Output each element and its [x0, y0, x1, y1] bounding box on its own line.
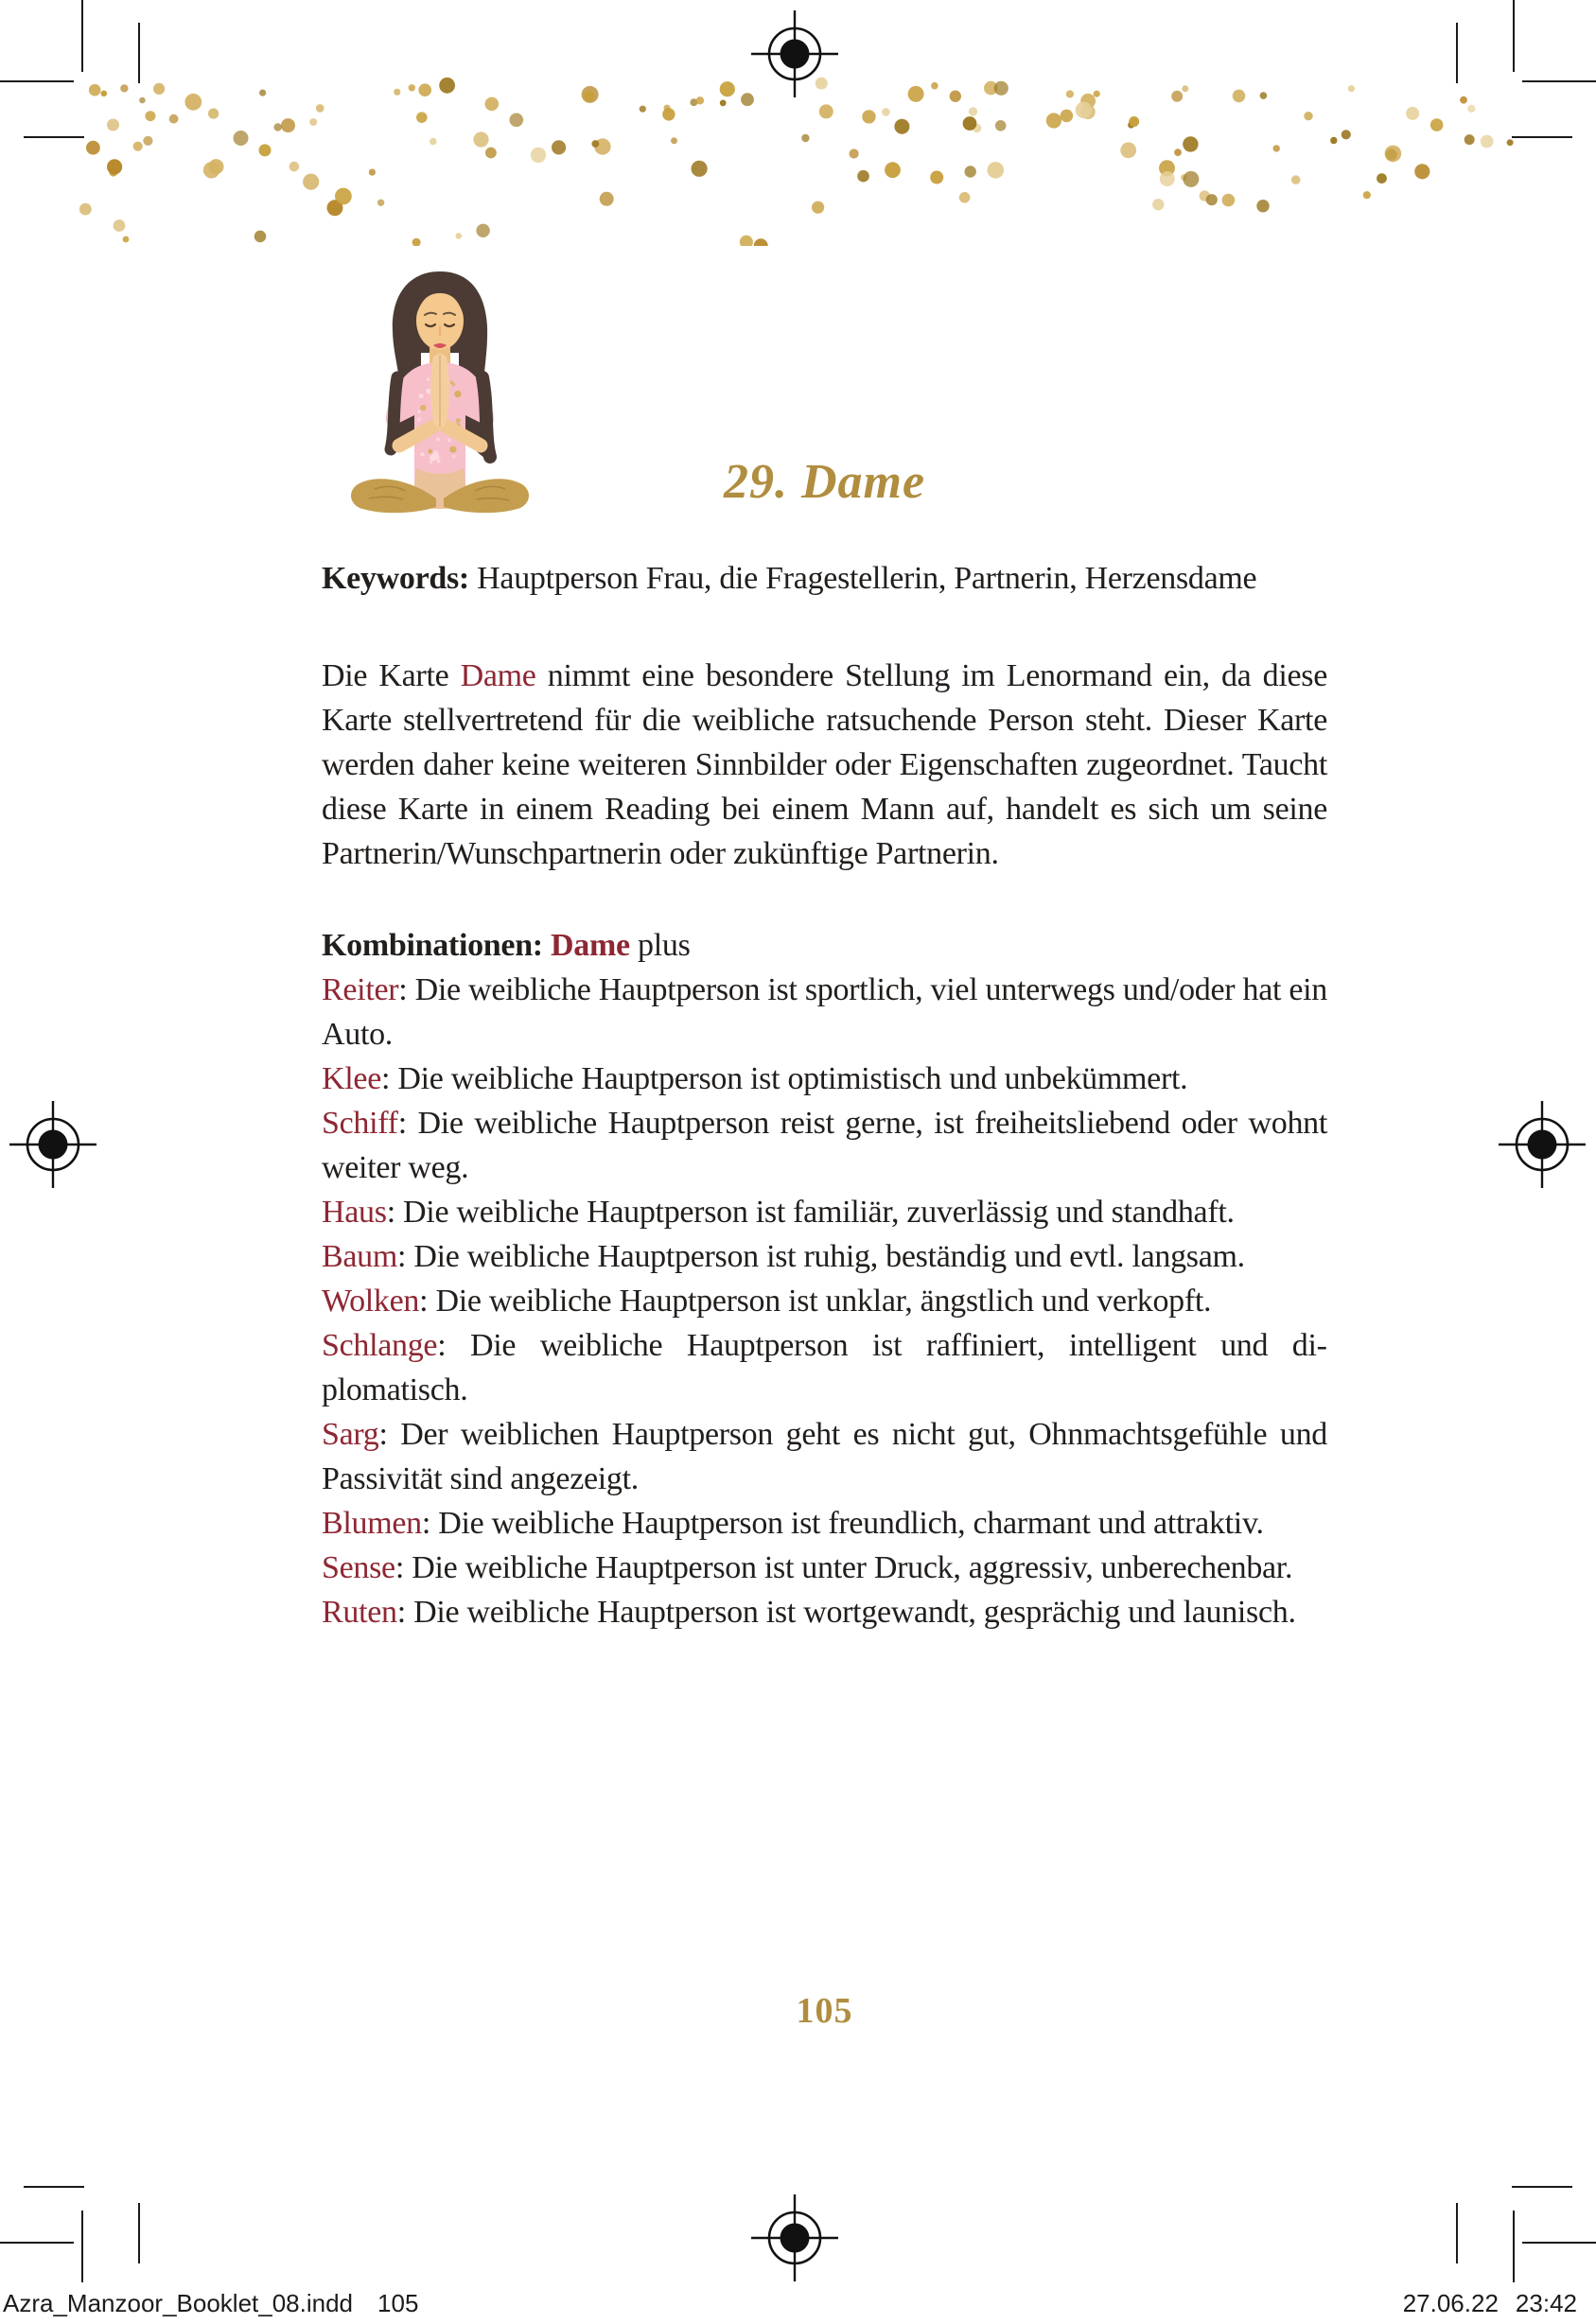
combinations-suffix: plus	[638, 928, 691, 963]
crop-mark	[1513, 0, 1515, 72]
keywords-text: Hauptperson Frau, die Fragestellerin, Partnerin, Herzensdame	[477, 561, 1257, 596]
crop-mark	[1513, 2210, 1515, 2282]
intro-before: Die Karte	[322, 658, 449, 693]
combination-term: Sense	[322, 1550, 395, 1585]
combination-term: Wolken	[322, 1284, 420, 1319]
combination-item	[322, 1101, 1327, 1190]
crop-mark	[0, 80, 74, 82]
crop-mark	[24, 2186, 84, 2188]
footer-date: 27.06.22	[1402, 2289, 1499, 2317]
separator: :	[380, 1061, 398, 1096]
separator: :	[378, 1417, 401, 1452]
page-number: 105	[796, 1991, 853, 2031]
combination-term: Schiff	[322, 1106, 398, 1141]
footer-time: 23:42	[1515, 2289, 1577, 2317]
separator: :	[397, 1239, 414, 1274]
hair-lock-left	[391, 377, 397, 449]
combination-term: Baum	[322, 1239, 398, 1274]
combinations-heading	[322, 923, 1327, 968]
page-title: 29. Dame	[723, 455, 926, 509]
combination-item	[322, 1323, 1327, 1412]
footer-file-name: Azra_Manzoor_Booklet_08.indd	[3, 2289, 354, 2317]
crop-mark	[138, 2203, 140, 2263]
combinations-card: Dame	[551, 928, 630, 963]
combination-item	[322, 1546, 1327, 1590]
keywords-paragraph	[322, 556, 1327, 601]
intro-paragraph	[322, 654, 1327, 876]
combination-term: Schlange	[322, 1328, 438, 1363]
separator: :	[397, 1106, 418, 1141]
registration-mark-right	[1497, 1099, 1587, 1190]
combination-text: Die weibliche Hauptperson ist freundlich, charmant und attraktiv.	[438, 1506, 1264, 1541]
combination-item	[322, 1412, 1327, 1501]
combination-text: Die weibliche Hauptperson ist ruhig, beständig und evtl. langsam.	[413, 1239, 1245, 1274]
combination-term: Klee	[322, 1061, 381, 1096]
crop-mark	[1456, 2203, 1458, 2263]
gold-glitter-band	[71, 76, 1525, 246]
combination-item	[322, 968, 1327, 1057]
separator: :	[396, 1595, 414, 1630]
combination-text: Die weibliche Hauptperson reist gerne, ist freiheitsliebend oder wohnt weiter weg.	[322, 1106, 1327, 1185]
footer-slug-right	[1403, 2289, 1577, 2318]
combination-term: Reiter	[322, 972, 399, 1007]
separator: :	[419, 1284, 436, 1319]
combination-text: Die weibliche Hauptperson ist unklar, ängstlich und verkopft.	[435, 1284, 1212, 1319]
page-content	[322, 556, 1327, 1634]
crop-mark	[1512, 2186, 1572, 2188]
combination-text: Die weibliche Hauptperson ist raffiniert, intelligent und diplomatisch.	[322, 1328, 1327, 1407]
combinations-label: Kombinationen:	[322, 928, 543, 963]
crop-mark	[1522, 80, 1596, 82]
intro-after: nimmt eine besondere Stellung im Lenormand ein, da diese Karte stellvertretend für die weibliche ratsuchende Person steht. Dieser Karte werden daher keine weiteren Sinnbilder oder Eigenschaften zugeordnet. Taucht diese Karte in einem Reading bei einem Mann auf, handelt es sich um seine Partnerin/Wunschpartnerin oder zukünftige Partnerin.	[322, 658, 1327, 871]
separator: :	[421, 1506, 439, 1541]
combination-term: Blumen	[322, 1506, 422, 1541]
crop-mark	[1456, 23, 1458, 83]
combination-text: Die weibliche Hauptperson ist sportlich, viel unterwegs und/oder hat ein Auto.	[322, 972, 1327, 1052]
combination-term: Ruten	[322, 1595, 397, 1630]
footer-file-page: 105	[377, 2289, 419, 2317]
combination-text: Die weibliche Hauptperson ist familiär, zuverlässig und standhaft.	[403, 1195, 1235, 1230]
combination-text: Der weiblichen Hauptperson geht es nicht gut, Ohnmachtsgefühle und Passivität sind angezeigt.	[322, 1417, 1327, 1496]
combination-text: Die weibliche Hauptperson ist unter Druck, aggressiv, unberechenbar.	[412, 1550, 1293, 1585]
separator: :	[386, 1195, 404, 1230]
combination-item	[322, 1057, 1327, 1101]
combination-item	[322, 1590, 1327, 1634]
separator: :	[398, 972, 415, 1007]
registration-mark-bottom	[749, 2193, 840, 2283]
footer-slug-left	[3, 2289, 418, 2318]
combination-term: Haus	[322, 1195, 387, 1230]
card-name-highlight: Dame	[460, 658, 536, 693]
combination-item	[322, 1501, 1327, 1546]
combination-item	[322, 1279, 1327, 1323]
crop-mark	[81, 2210, 83, 2282]
crop-mark	[81, 0, 83, 72]
registration-mark-left	[8, 1099, 98, 1190]
combination-text: Die weibliche Hauptperson ist optimistisch und unbekümmert.	[397, 1061, 1188, 1096]
combination-term: Sarg	[322, 1417, 379, 1452]
keywords-label: Keywords:	[322, 561, 469, 596]
crop-mark	[1522, 2242, 1596, 2244]
combination-text: Die weibliche Hauptperson ist wortgewandt, gesprächig und launisch.	[413, 1595, 1296, 1630]
crop-mark	[0, 2242, 74, 2244]
separator: :	[437, 1328, 471, 1363]
separator: :	[395, 1550, 412, 1585]
combination-item	[322, 1234, 1327, 1279]
combination-item	[322, 1190, 1327, 1234]
crop-mark	[138, 23, 140, 83]
